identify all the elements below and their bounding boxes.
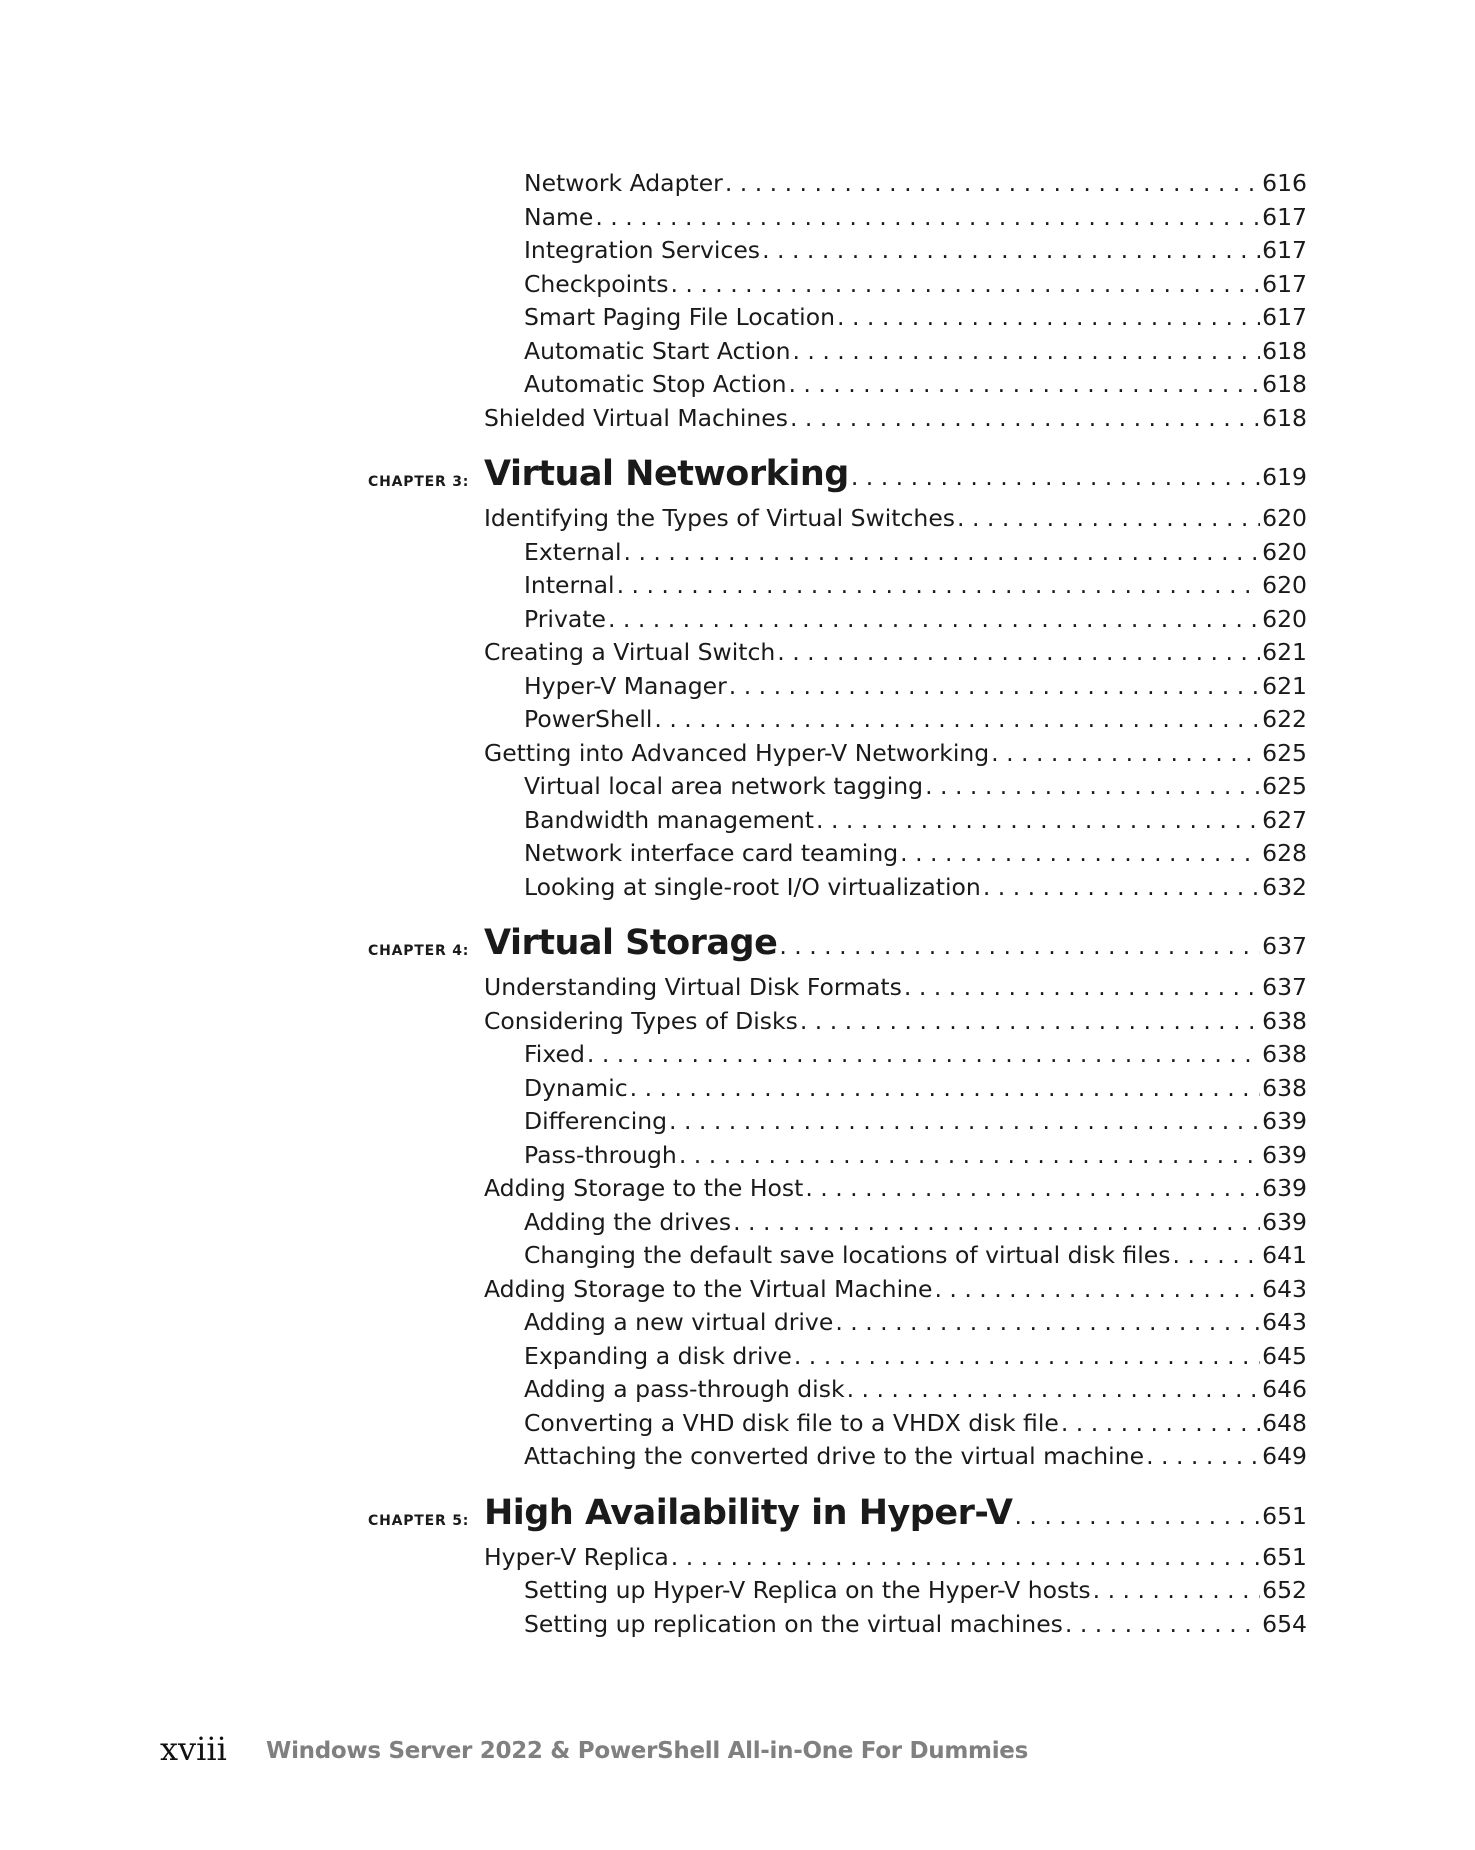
- toc-entry[interactable]: [524, 604, 1307, 634]
- toc-entry[interactable]: [524, 537, 1307, 567]
- chapter-heading[interactable]: [484, 452, 1307, 499]
- toc-entry[interactable]: [524, 1240, 1307, 1270]
- toc-entry[interactable]: [524, 1374, 1307, 1404]
- toc-entry-label: Adding Storage to the Virtual Machine: [484, 1274, 933, 1303]
- toc-entry-label: Automatic Stop Action: [524, 370, 787, 398]
- dot-leader: [1014, 1494, 1260, 1538]
- toc-entry-page: 621: [1262, 671, 1307, 700]
- dot-leader: [1146, 1441, 1260, 1471]
- toc-entry-label: Converting a VHD disk file to a VHDX disk file: [524, 1408, 1059, 1437]
- toc-entry[interactable]: [524, 1106, 1307, 1136]
- toc-entry-label: Identifying the Types of Virtual Switches: [484, 504, 956, 532]
- toc-entry-label: Private: [524, 604, 606, 633]
- dot-leader: [608, 604, 1260, 634]
- toc-entry[interactable]: [524, 168, 1307, 198]
- dot-leader: [654, 704, 1260, 734]
- dot-leader: [900, 838, 1260, 868]
- toc-entry-page: 638: [1262, 1073, 1307, 1102]
- chapter-title: Virtual Storage: [484, 923, 778, 963]
- footer-page-number: xviii: [160, 1730, 227, 1768]
- chapter-page: 619: [1262, 463, 1307, 491]
- toc-entry-label: External: [524, 537, 622, 566]
- toc-entry-page: 621: [1262, 638, 1307, 666]
- toc-entry[interactable]: [524, 671, 1307, 701]
- dot-leader: [617, 570, 1261, 600]
- toc-entry-page: 638: [1262, 1006, 1307, 1035]
- toc-entry-label: Creating a Virtual Switch: [484, 638, 776, 666]
- toc-entry-label: Looking at single-root I/O virtualization: [524, 872, 981, 901]
- dot-leader: [991, 738, 1260, 768]
- toc-entry-label: Dynamic: [524, 1073, 628, 1102]
- dot-leader: [630, 1073, 1261, 1103]
- toc-entry[interactable]: [524, 235, 1307, 265]
- toc-entry-page: 625: [1262, 738, 1307, 767]
- toc-entry[interactable]: [524, 1341, 1307, 1371]
- toc-entry-page: 620: [1262, 571, 1307, 599]
- toc-entry-page: 617: [1262, 303, 1307, 331]
- chapter-page: 637: [1262, 932, 1307, 960]
- toc-entry-label: Fixed: [524, 1040, 585, 1068]
- toc-entry[interactable]: [524, 302, 1307, 332]
- toc-entry-page: 637: [1262, 973, 1307, 1001]
- toc-entry[interactable]: [524, 336, 1307, 366]
- toc-entry[interactable]: [524, 805, 1307, 835]
- toc-entry-page: 627: [1262, 805, 1307, 834]
- toc-entry-label: Adding a pass-through disk: [524, 1375, 845, 1403]
- toc-entry-page: 639: [1262, 1140, 1307, 1169]
- dot-leader: [587, 1039, 1260, 1069]
- dot-leader: [904, 972, 1260, 1002]
- toc-entry-label: Automatic Start Action: [524, 336, 791, 365]
- toc-entry-page: 628: [1262, 839, 1307, 867]
- chapter-heading[interactable]: [484, 1491, 1307, 1538]
- dot-leader: [794, 1341, 1260, 1371]
- toc-entry[interactable]: [524, 838, 1307, 868]
- dot-leader: [1093, 1575, 1260, 1605]
- toc-entry-page: 645: [1262, 1341, 1307, 1370]
- toc-entry-label: Setting up Hyper-V Replica on the Hyper-V hosts: [524, 1576, 1091, 1604]
- toc-entry-page: 618: [1262, 336, 1307, 365]
- dot-leader: [837, 302, 1260, 332]
- toc-entry-page: 643: [1262, 1274, 1307, 1303]
- dot-leader: [800, 1006, 1260, 1036]
- dot-leader: [762, 235, 1260, 265]
- toc-entry-page: 639: [1262, 1207, 1307, 1236]
- toc-entry-page: 618: [1262, 370, 1307, 398]
- dot-leader: [792, 336, 1260, 366]
- dot-leader: [729, 671, 1260, 701]
- toc-entry-label: Expanding a disk drive: [524, 1341, 792, 1370]
- dot-leader: [1065, 1609, 1260, 1639]
- dot-leader: [779, 924, 1260, 968]
- toc-entry-page: 639: [1262, 1107, 1307, 1135]
- toc-entry-page: 617: [1262, 269, 1307, 298]
- toc-entry-label: Name: [524, 202, 594, 231]
- toc-entry-label: Adding Storage to the Host: [484, 1174, 804, 1202]
- toc-entry[interactable]: [524, 570, 1307, 600]
- toc-entry-page: 638: [1262, 1040, 1307, 1068]
- toc-entry-page: 625: [1262, 772, 1307, 800]
- toc-entry-label: Internal: [524, 571, 615, 599]
- dot-leader: [671, 1542, 1260, 1572]
- dot-leader: [669, 1106, 1260, 1136]
- toc-entry[interactable]: [524, 1307, 1307, 1337]
- dot-leader: [679, 1140, 1260, 1170]
- toc-entry-label: PowerShell: [524, 705, 653, 733]
- dot-leader: [805, 1173, 1260, 1203]
- dot-leader: [788, 369, 1260, 399]
- dot-leader: [1061, 1408, 1260, 1438]
- toc-entry-label: Setting up replication on the virtual machines: [524, 1609, 1063, 1638]
- dot-leader: [790, 403, 1260, 433]
- toc-entry[interactable]: [524, 369, 1307, 399]
- toc-entry-label: Adding a new virtual drive: [524, 1308, 834, 1336]
- toc-entry-page: 617: [1262, 236, 1307, 264]
- toc-entry[interactable]: [484, 403, 1307, 433]
- toc-entry-label: Understanding Virtual Disk Formats: [484, 973, 902, 1001]
- footer-book-title: Windows Server 2022 & PowerShell All-in-One For Dummies: [266, 1738, 1028, 1764]
- toc-entry-page: 652: [1262, 1576, 1307, 1604]
- toc-entry[interactable]: [524, 269, 1307, 299]
- toc-entry-page: 618: [1262, 403, 1307, 432]
- toc-entry[interactable]: [524, 1609, 1307, 1639]
- toc-entry[interactable]: [484, 738, 1307, 768]
- dot-leader: [624, 537, 1261, 567]
- toc-entry[interactable]: [484, 1274, 1307, 1304]
- dot-leader: [851, 455, 1260, 499]
- toc-entry[interactable]: [484, 503, 1307, 533]
- toc-entry[interactable]: [524, 1408, 1307, 1438]
- toc-entry-label: Getting into Advanced Hyper-V Networking: [484, 738, 990, 767]
- toc-entry-page: 616: [1262, 169, 1307, 197]
- toc-entry-page: 646: [1262, 1375, 1307, 1403]
- toc-entry[interactable]: [524, 1073, 1307, 1103]
- toc-entry[interactable]: [524, 704, 1307, 734]
- toc-entry-page: 641: [1262, 1241, 1307, 1269]
- dot-leader: [983, 872, 1260, 902]
- toc-entry[interactable]: [524, 771, 1307, 801]
- dot-leader: [725, 168, 1260, 198]
- toc-entry-label: Pass-through: [524, 1140, 677, 1169]
- toc-entry[interactable]: [524, 202, 1307, 232]
- toc-entry-page: 651: [1262, 1542, 1307, 1571]
- chapter-number: CHAPTER 5:: [368, 1512, 470, 1529]
- toc-entry-label: Bandwidth management: [524, 805, 814, 834]
- toc-entry-label: Virtual local area network tagging: [524, 772, 924, 800]
- toc-entry[interactable]: [484, 1006, 1307, 1036]
- toc-entry[interactable]: [484, 1542, 1307, 1572]
- chapter-number: CHAPTER 3:: [368, 474, 470, 490]
- toc-entry-page: 639: [1262, 1174, 1307, 1202]
- toc-entry[interactable]: [524, 1575, 1307, 1605]
- toc-entry[interactable]: [524, 872, 1307, 902]
- toc-entry-label: Adding the drives: [524, 1207, 732, 1236]
- toc-entry-label: Shielded Virtual Machines: [484, 403, 788, 432]
- dot-leader: [777, 637, 1260, 667]
- chapter-number: CHAPTER 4:: [368, 943, 470, 959]
- toc-entry-label: Checkpoints: [524, 269, 669, 298]
- toc-entry-label: Considering Types of Disks: [484, 1006, 798, 1035]
- toc-entry-label: Changing the default save locations of virtual disk files: [524, 1241, 1171, 1269]
- toc-entry-page: 617: [1262, 202, 1307, 231]
- toc-entry[interactable]: [524, 1039, 1307, 1069]
- toc-entry-page: 643: [1262, 1308, 1307, 1336]
- toc-entry[interactable]: [524, 1207, 1307, 1237]
- toc-entry[interactable]: [484, 637, 1307, 667]
- toc-entry-page: 620: [1262, 604, 1307, 633]
- dot-leader: [934, 1274, 1260, 1304]
- dot-leader: [925, 771, 1260, 801]
- chapter-title: Virtual Networking: [484, 454, 849, 494]
- dot-leader: [847, 1374, 1261, 1404]
- dot-leader: [835, 1307, 1260, 1337]
- dot-leader: [595, 202, 1260, 232]
- toc-entry-page: 648: [1262, 1408, 1307, 1437]
- toc-entry[interactable]: [524, 1441, 1307, 1471]
- chapter-title: High Availability in Hyper-V: [484, 1492, 1013, 1533]
- dot-leader: [1172, 1240, 1260, 1270]
- dot-leader: [733, 1207, 1260, 1237]
- toc-entry-page: 622: [1262, 705, 1307, 733]
- toc-entry-page: 654: [1262, 1609, 1307, 1638]
- dot-leader: [957, 503, 1260, 533]
- toc-entry-label: Smart Paging File Location: [524, 303, 835, 331]
- toc-entry[interactable]: [484, 972, 1307, 1002]
- toc-entry-label: Hyper-V Manager: [524, 671, 727, 700]
- chapter-heading[interactable]: [484, 921, 1307, 968]
- toc-entry-page: 649: [1262, 1442, 1307, 1470]
- toc-entry-label: Network interface card teaming: [524, 839, 899, 867]
- toc-entry-page: 620: [1262, 537, 1307, 566]
- toc-entry-label: Hyper-V Replica: [484, 1542, 669, 1571]
- dot-leader: [816, 805, 1260, 835]
- toc-entry-page: 632: [1262, 872, 1307, 901]
- toc-entry[interactable]: [484, 1173, 1307, 1203]
- toc-entry-label: Integration Services: [524, 236, 761, 264]
- toc-entry-page: 620: [1262, 504, 1307, 532]
- toc-entry-label: Network Adapter: [524, 169, 723, 197]
- chapter-page: 651: [1262, 1501, 1307, 1530]
- toc-entry-label: Differencing: [524, 1107, 668, 1135]
- toc-entry[interactable]: [524, 1140, 1307, 1170]
- dot-leader: [670, 269, 1260, 299]
- toc-entry-label: Attaching the converted drive to the virtual machine: [524, 1442, 1145, 1470]
